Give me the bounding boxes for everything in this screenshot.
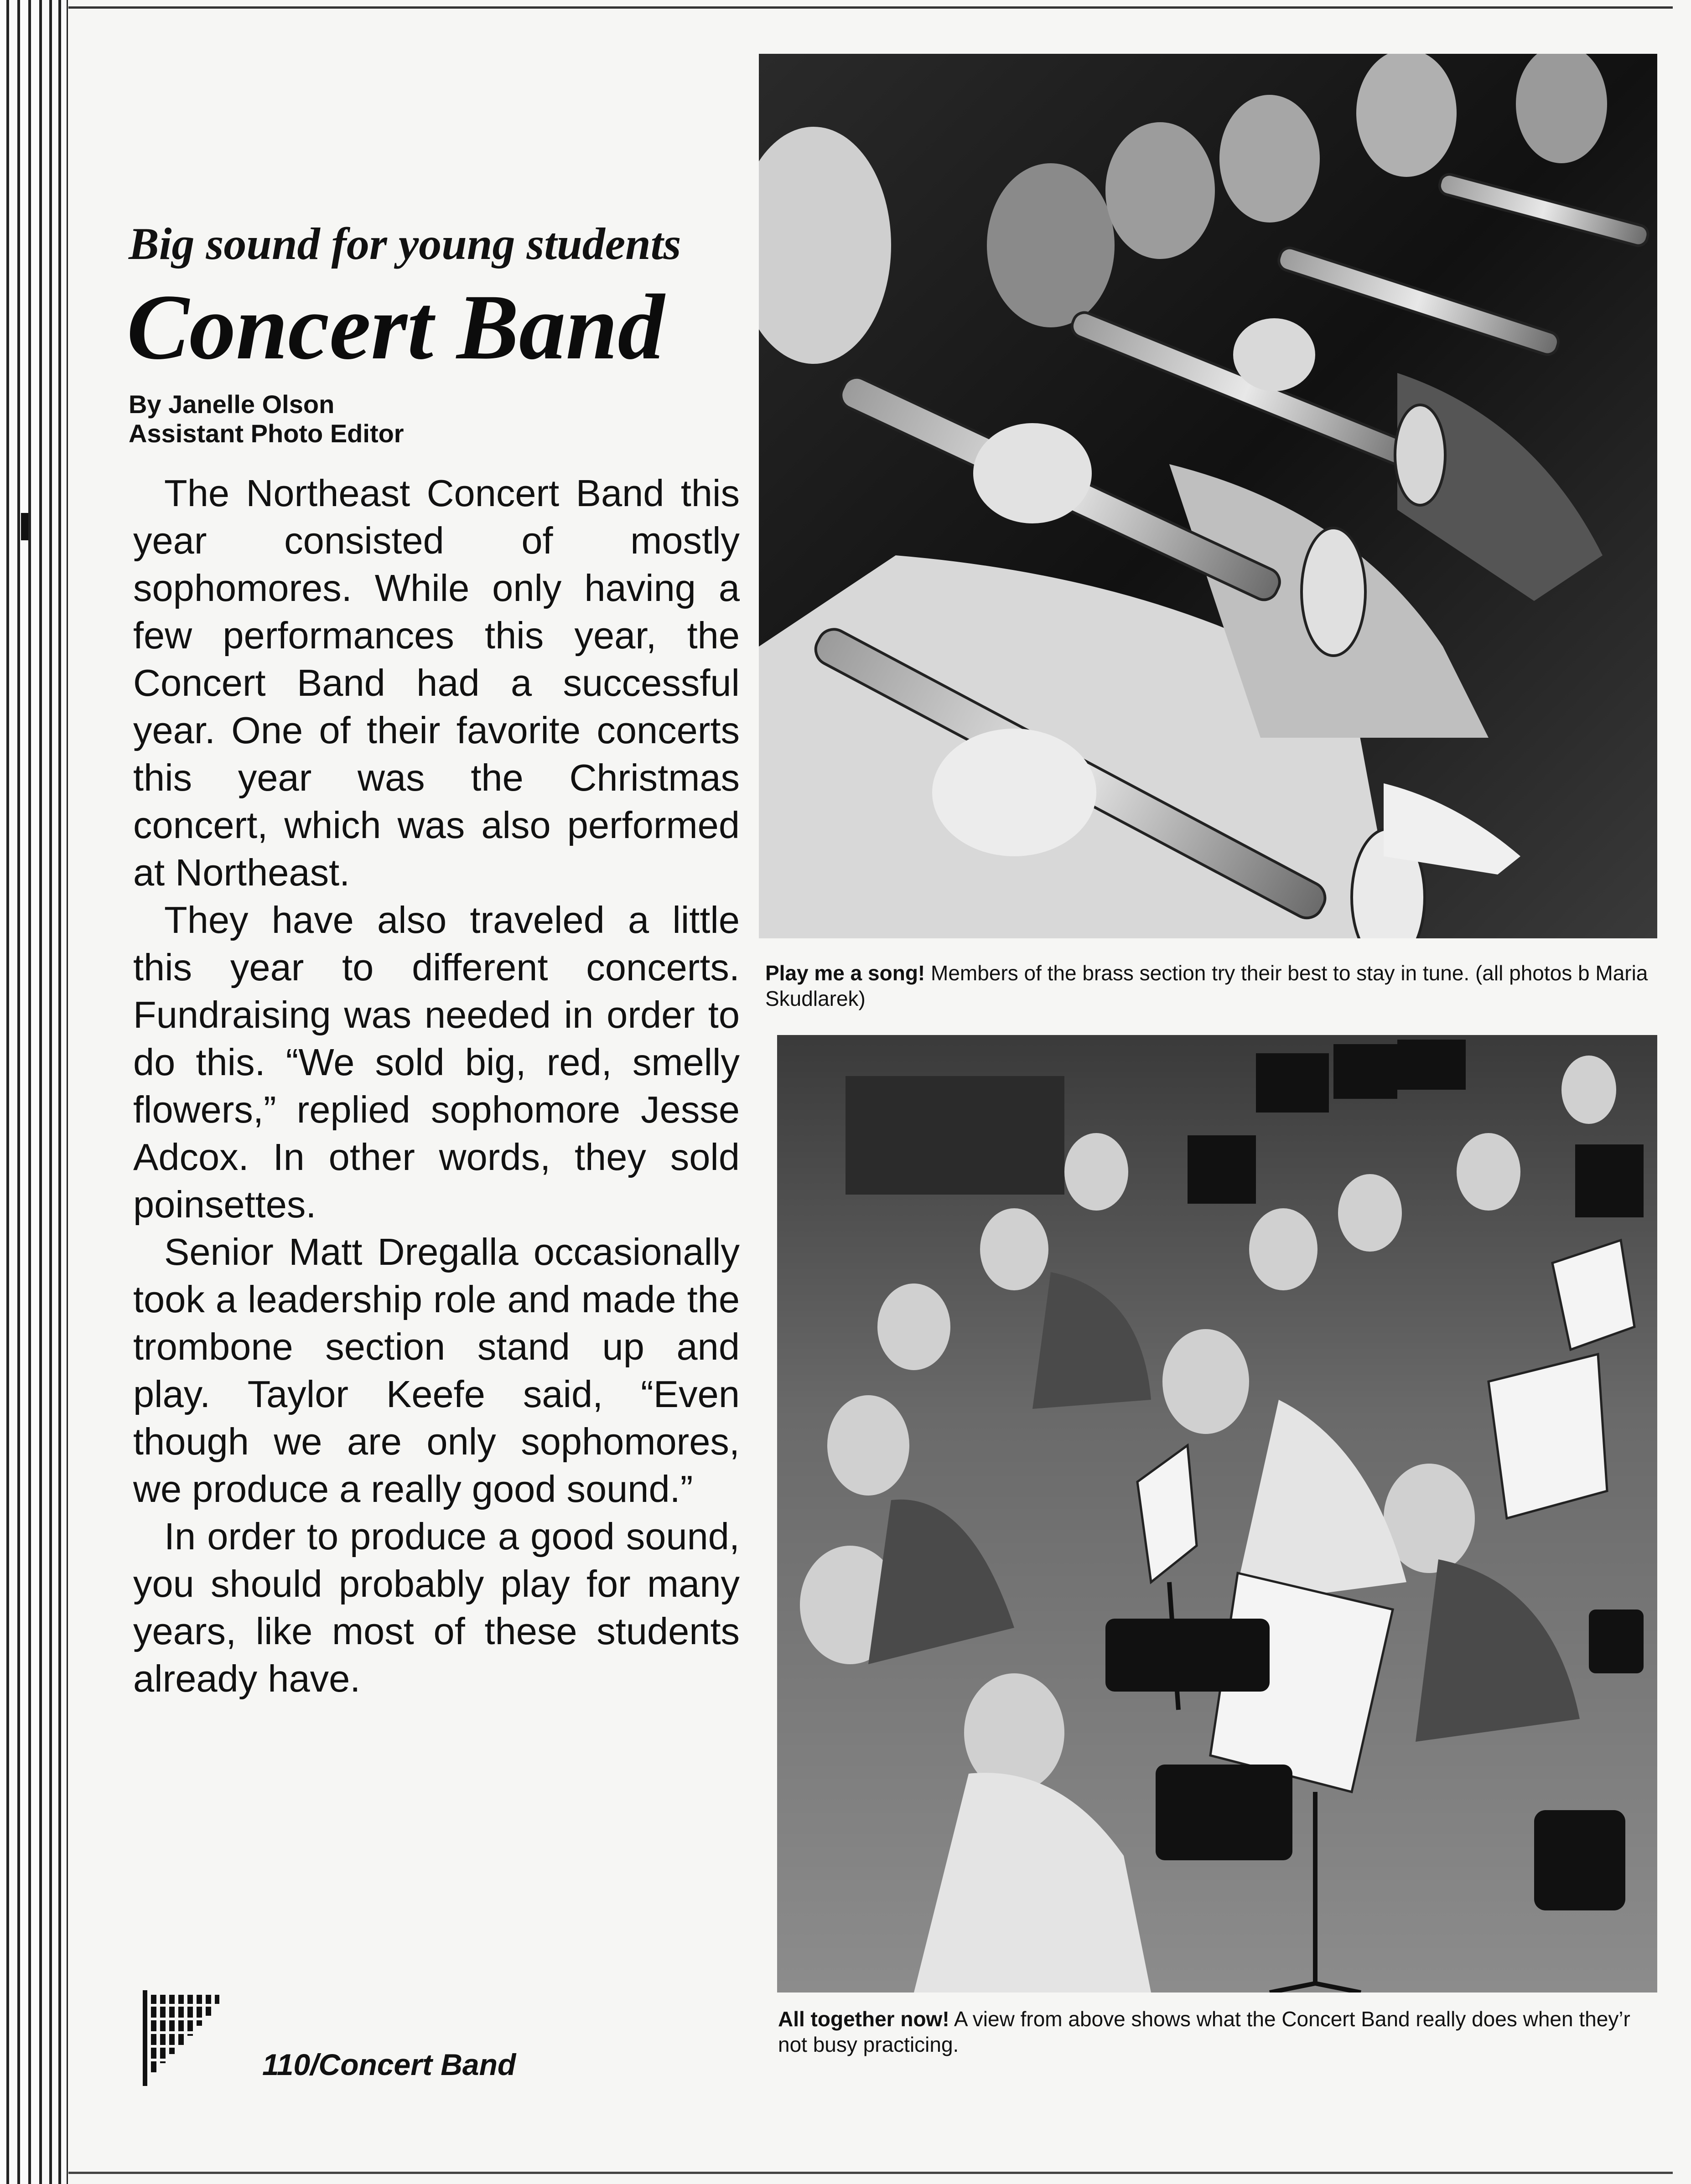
byline: [129, 390, 721, 448]
band-photo-caption: [778, 2006, 1658, 2057]
article-paragraph: The Northeast Concert Band this year consisted of mostly sophomores. While only having a few performances this year, the Concert Band had a successful year. One of their favorite concerts this year was the Christmas concert, which was also performed at Northeast.: [133, 472, 740, 894]
byline-role: Assistant Photo Editor: [129, 419, 404, 448]
article-paragraph: They have also traveled a little this year to different concerts. Fundraising was needed in order to do this. “We sold big, red, smelly flowers,” replied sophomore Jesse Adcox. In other words, they sold poinsettes.: [133, 899, 740, 1226]
page-binding-edge: [0, 0, 68, 2184]
page-folio: 110/Concert Band: [262, 2048, 516, 2081]
byline-name: By Janelle Olson: [129, 390, 335, 419]
brass-photo-caption: [765, 960, 1659, 1011]
caption-text: A view from above shows what the Concert Band really does when they’r not busy practicing.: [778, 2007, 1630, 2056]
caption-lead: Play me a song!: [765, 961, 925, 985]
caption-lead: All together now!: [778, 2007, 949, 2031]
caption-text: Members of the brass section try their best to stay in tune. (all photos b Maria Skudlarek): [765, 961, 1648, 1010]
band-overview-photo: [777, 1035, 1657, 1993]
article-paragraph: In order to produce a good sound, you should probably play for many years, like most of these students already have.: [133, 1515, 740, 1700]
article-kicker: Big sound for young students: [129, 218, 681, 269]
top-rule: [68, 6, 1673, 9]
brass-section-photo: [759, 54, 1657, 938]
article-paragraph: Senior Matt Dregalla occasionally took a leadership role and made the trombone section stand up and play. Taylor Keefe said, “Even though we are only sophomores, we produce a really good sound.”: [133, 1231, 740, 1510]
article-body: [133, 470, 740, 1703]
folio-logo-icon: [139, 1990, 221, 2086]
bottom-rule: [68, 2172, 1673, 2174]
article-title: Concert Band: [127, 275, 664, 379]
